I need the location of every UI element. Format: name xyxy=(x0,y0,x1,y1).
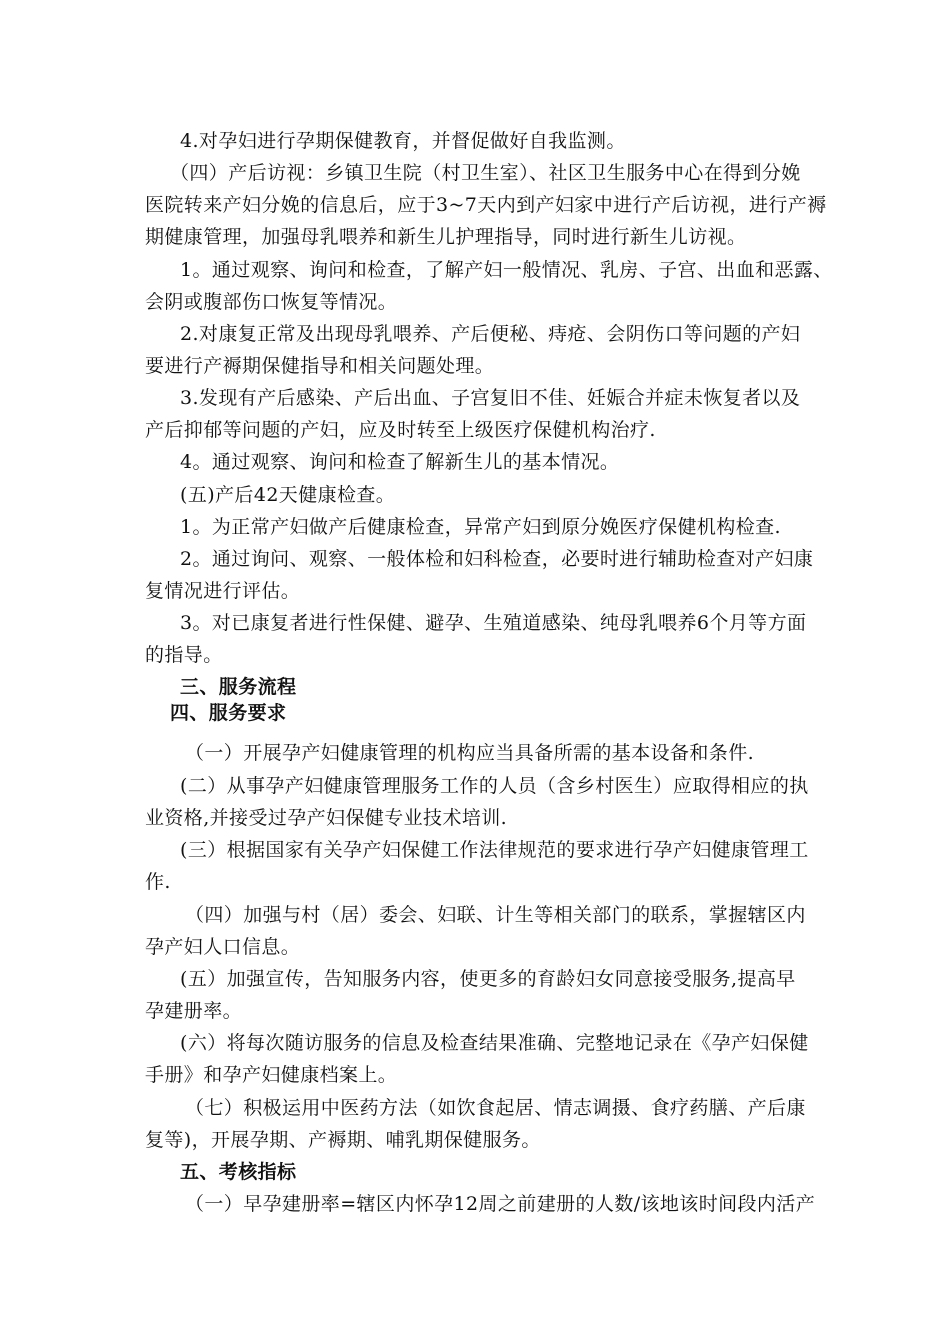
text-line: 手册》和孕产妇健康档案上。 xyxy=(145,1064,398,1086)
text-line: (六）将每次随访服务的信息及检查结果准确、完整地记录在《孕产妇保健 xyxy=(180,1032,809,1054)
text-line: (二）从事孕产妇健康管理服务工作的人员（含乡村医生）应取得相应的执 xyxy=(180,775,809,797)
text-line: 4.对孕妇进行孕期保健教育，并督促做好自我监测。 xyxy=(180,130,626,152)
text-line: 作. xyxy=(145,871,171,893)
section-heading: 四、服务要求 xyxy=(170,702,287,724)
text-line: 会阴或腹部伤口恢复等情况。 xyxy=(145,291,398,313)
text-line: （四）加强与村（居）委会、妇联、计生等相关部门的联系，掌握辖区内 xyxy=(185,904,806,926)
text-line: 孕建册率。 xyxy=(145,1000,243,1022)
text-line: 复情况进行评估。 xyxy=(145,580,301,602)
section-heading: 五、考核指标 xyxy=(180,1161,297,1183)
text-line: 3。对已康复者进行性保健、避孕、生殖道感染、纯母乳喂养6个月等方面 xyxy=(180,612,807,634)
section-heading: 三、服务流程 xyxy=(180,676,297,698)
text-line: 复等)，开展孕期、产褥期、哺乳期保健服务。 xyxy=(145,1129,541,1151)
text-line: 期健康管理，加强母乳喂养和新生儿护理指导，同时进行新生儿访视。 xyxy=(145,226,747,248)
text-line: （七）积极运用中医药方法（如饮食起居、情志调摄、食疗药膳、产后康 xyxy=(185,1097,806,1119)
text-line: （一）早孕建册率=辖区内怀孕12周之前建册的人数/该地该时间段内活产 xyxy=(185,1193,816,1215)
text-line: 的指导。 xyxy=(145,644,223,666)
text-line: （四）产后访视：乡镇卫生院（村卫生室）、社区卫生服务中心在得到分娩 xyxy=(170,162,801,184)
text-line: 3.发现有产后感染、产后出血、子宫复旧不佳、妊娠合并症未恢复者以及 xyxy=(180,387,801,409)
text-line: (三）根据国家有关孕产妇保健工作法律规范的要求进行孕产妇健康管理工 xyxy=(180,839,809,861)
text-line: 1。通过观察、询问和检查，了解产妇一般情况、乳房、子宫、出血和恶露、 xyxy=(180,259,833,281)
text-line: 要进行产褥期保健指导和相关问题处理。 xyxy=(145,355,495,377)
text-line: 1。为正常产妇做产后健康检查，异常产妇到原分娩医疗保健机构检查. xyxy=(180,516,781,538)
text-line: 2.对康复正常及出现母乳喂养、产后便秘、痔疮、会阴伤口等问题的产妇 xyxy=(180,323,801,345)
text-line: 4。通过观察、询问和检查了解新生儿的基本情况。 xyxy=(180,451,620,473)
text-line: 业资格,并接受过孕产妇保健专业技术培训. xyxy=(145,807,508,829)
text-line: 医院转来产妇分娩的信息后，应于3~7天内到产妇家中进行产后访视，进行产褥 xyxy=(145,194,827,216)
text-line: (五）加强宣传，告知服务内容，使更多的育龄妇女同意接受服务,提高早 xyxy=(180,968,796,990)
text-line: 2。通过询问、观察、一般体检和妇科检查，必要时进行辅助检查对产妇康 xyxy=(180,548,814,570)
text-line: 产后抑郁等问题的产妇，应及时转至上级医疗保健机构治疗. xyxy=(145,419,656,441)
text-line: 孕产妇人口信息。 xyxy=(145,936,301,958)
text-line: （一）开展孕产妇健康管理的机构应当具备所需的基本设备和条件. xyxy=(185,742,755,764)
text-line: (五)产后42天健康检查。 xyxy=(180,484,396,506)
